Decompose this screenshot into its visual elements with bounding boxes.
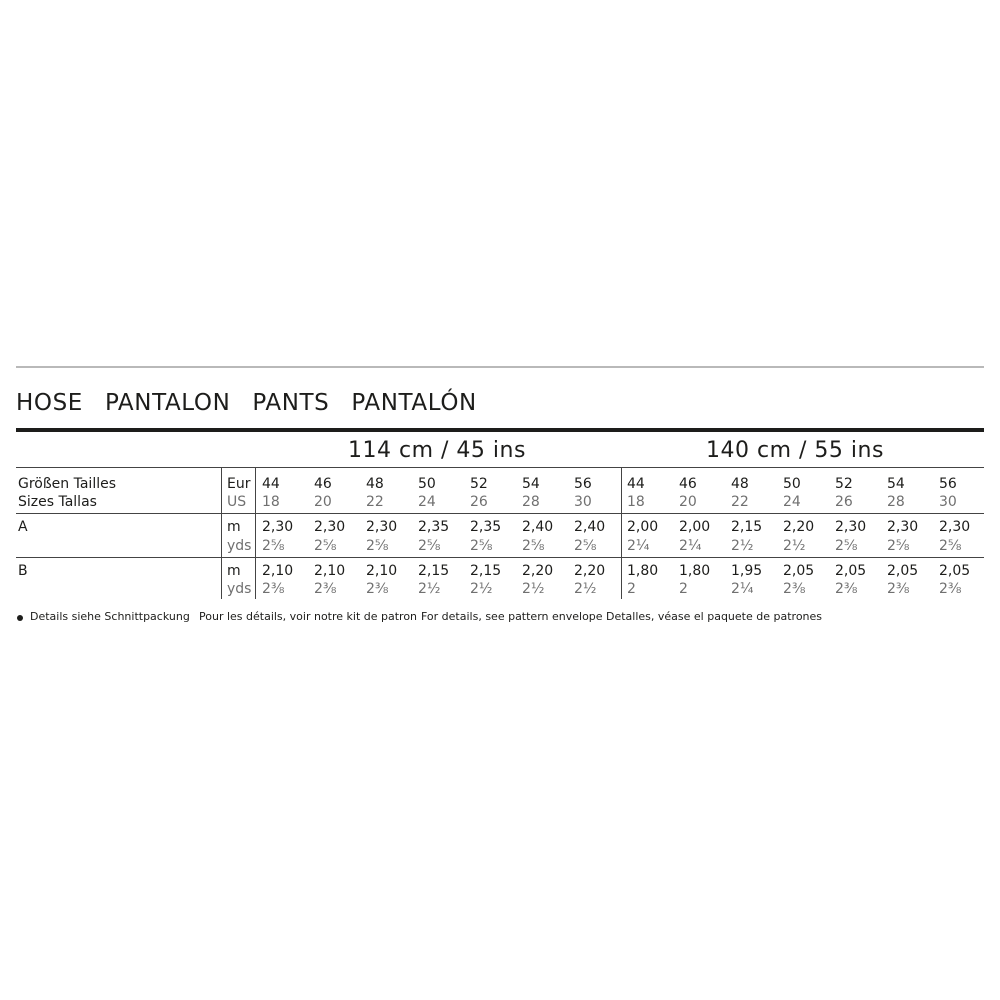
view-a-unit-m: m	[227, 519, 241, 535]
view-b-unit-yds: yds	[227, 581, 252, 597]
meters-value: 1,80	[679, 563, 711, 579]
eur-label: Eur	[227, 476, 251, 492]
meters-value: 2,30	[939, 519, 971, 535]
bullet-icon	[17, 615, 23, 621]
label-column-divider	[221, 467, 222, 599]
us-size: 28	[522, 494, 540, 510]
eur-size: 48	[731, 476, 749, 492]
yards-value: 2	[627, 581, 636, 597]
us-size: 28	[887, 494, 905, 510]
yards-value: 2⅝	[574, 538, 597, 554]
meters-value: 2,05	[783, 563, 815, 579]
us-size: 22	[731, 494, 749, 510]
eur-size: 48	[366, 476, 384, 492]
meters-value: 2,10	[366, 563, 398, 579]
view-a-rule	[16, 557, 984, 558]
top-rule	[16, 366, 984, 368]
eur-size: 56	[939, 476, 957, 492]
title-en: PANTS	[252, 390, 330, 416]
yards-value: 2⅜	[835, 581, 858, 597]
view-a-label: A	[18, 519, 28, 535]
yards-value: 2⅝	[835, 538, 858, 554]
yards-value: 2⅝	[366, 538, 389, 554]
size-label-en-es: Sizes Tallas	[18, 494, 97, 510]
us-size: 24	[783, 494, 801, 510]
yards-value: 2¼	[679, 538, 702, 554]
yards-value: 2½	[418, 581, 441, 597]
meters-value: 2,30	[262, 519, 294, 535]
yards-value: 2⅝	[470, 538, 493, 554]
yards-value: 2⅝	[522, 538, 545, 554]
width-group-divider	[621, 467, 622, 599]
yards-value: 2⅝	[262, 538, 285, 554]
meters-value: 2,20	[522, 563, 554, 579]
eur-size: 52	[835, 476, 853, 492]
view-a-unit-yds: yds	[227, 538, 252, 554]
meters-value: 2,00	[679, 519, 711, 535]
header-rule	[16, 467, 984, 468]
yards-value: 2½	[783, 538, 806, 554]
us-size: 26	[835, 494, 853, 510]
meters-value: 2,10	[314, 563, 346, 579]
meters-value: 2,15	[470, 563, 502, 579]
meters-value: 2,30	[366, 519, 398, 535]
eur-size: 50	[783, 476, 801, 492]
meters-value: 2,00	[627, 519, 659, 535]
yards-value: 2½	[731, 538, 754, 554]
eur-size: 46	[679, 476, 697, 492]
yards-value: 2	[679, 581, 688, 597]
eur-size: 56	[574, 476, 592, 492]
footnote-fr: Pour les détails, voir notre kit de patron	[199, 610, 418, 623]
us-size: 30	[939, 494, 957, 510]
meters-value: 1,80	[627, 563, 659, 579]
eur-size: 44	[262, 476, 280, 492]
footnote-de: Details siehe Schnittpackung	[30, 610, 190, 623]
eur-size: 46	[314, 476, 332, 492]
us-label: US	[227, 494, 247, 510]
us-size: 22	[366, 494, 384, 510]
meters-value: 2,15	[418, 563, 450, 579]
unit-column-divider	[255, 467, 256, 599]
yards-value: 2⅝	[314, 538, 337, 554]
us-size: 30	[574, 494, 592, 510]
title-es: PANTALÓN	[351, 390, 477, 416]
yards-value: 2½	[574, 581, 597, 597]
fabric-width-114: 114 cm / 45 ins	[348, 438, 526, 463]
meters-value: 2,05	[887, 563, 919, 579]
footnote-en: For details, see pattern envelope	[421, 610, 603, 623]
us-size: 18	[262, 494, 280, 510]
yards-value: 2⅝	[939, 538, 962, 554]
meters-value: 2,20	[574, 563, 606, 579]
title-rule	[16, 428, 984, 432]
meters-value: 1,95	[731, 563, 763, 579]
eur-size: 52	[470, 476, 488, 492]
view-b-label: B	[18, 563, 28, 579]
page-title	[16, 390, 499, 416]
eur-size: 54	[522, 476, 540, 492]
yards-value: 2⅜	[887, 581, 910, 597]
yards-value: 2¼	[731, 581, 754, 597]
meters-value: 2,40	[574, 519, 606, 535]
meters-value: 2,10	[262, 563, 294, 579]
yards-value: 2⅜	[262, 581, 285, 597]
meters-value: 2,35	[418, 519, 450, 535]
fabric-width-140: 140 cm / 55 ins	[706, 438, 884, 463]
eur-size: 50	[418, 476, 436, 492]
us-size: 20	[679, 494, 697, 510]
yards-value: 2½	[522, 581, 545, 597]
us-size: 20	[314, 494, 332, 510]
title-fr: PANTALON	[104, 390, 231, 416]
eur-size: 54	[887, 476, 905, 492]
yards-value: 2¼	[627, 538, 650, 554]
meters-value: 2,15	[731, 519, 763, 535]
sizes-rule	[16, 513, 984, 514]
meters-value: 2,30	[887, 519, 919, 535]
meters-value: 2,20	[783, 519, 815, 535]
yards-value: 2⅜	[314, 581, 337, 597]
us-size: 24	[418, 494, 436, 510]
meters-value: 2,05	[939, 563, 971, 579]
us-size: 26	[470, 494, 488, 510]
yards-value: 2⅜	[939, 581, 962, 597]
us-size: 18	[627, 494, 645, 510]
footnote-es: Detalles, véase el paquete de patrones	[606, 610, 823, 623]
meters-value: 2,35	[470, 519, 502, 535]
eur-size: 44	[627, 476, 645, 492]
meters-value: 2,05	[835, 563, 867, 579]
meters-value: 2,30	[314, 519, 346, 535]
yards-value: 2⅝	[418, 538, 441, 554]
title-de: HOSE	[16, 390, 83, 416]
meters-value: 2,40	[522, 519, 554, 535]
size-label-de-fr: Größen Tailles	[18, 476, 117, 492]
meters-value: 2,30	[835, 519, 867, 535]
yards-value: 2⅝	[887, 538, 910, 554]
yards-value: 2⅜	[366, 581, 389, 597]
yards-value: 2⅜	[783, 581, 806, 597]
view-b-unit-m: m	[227, 563, 241, 579]
yards-value: 2½	[470, 581, 493, 597]
